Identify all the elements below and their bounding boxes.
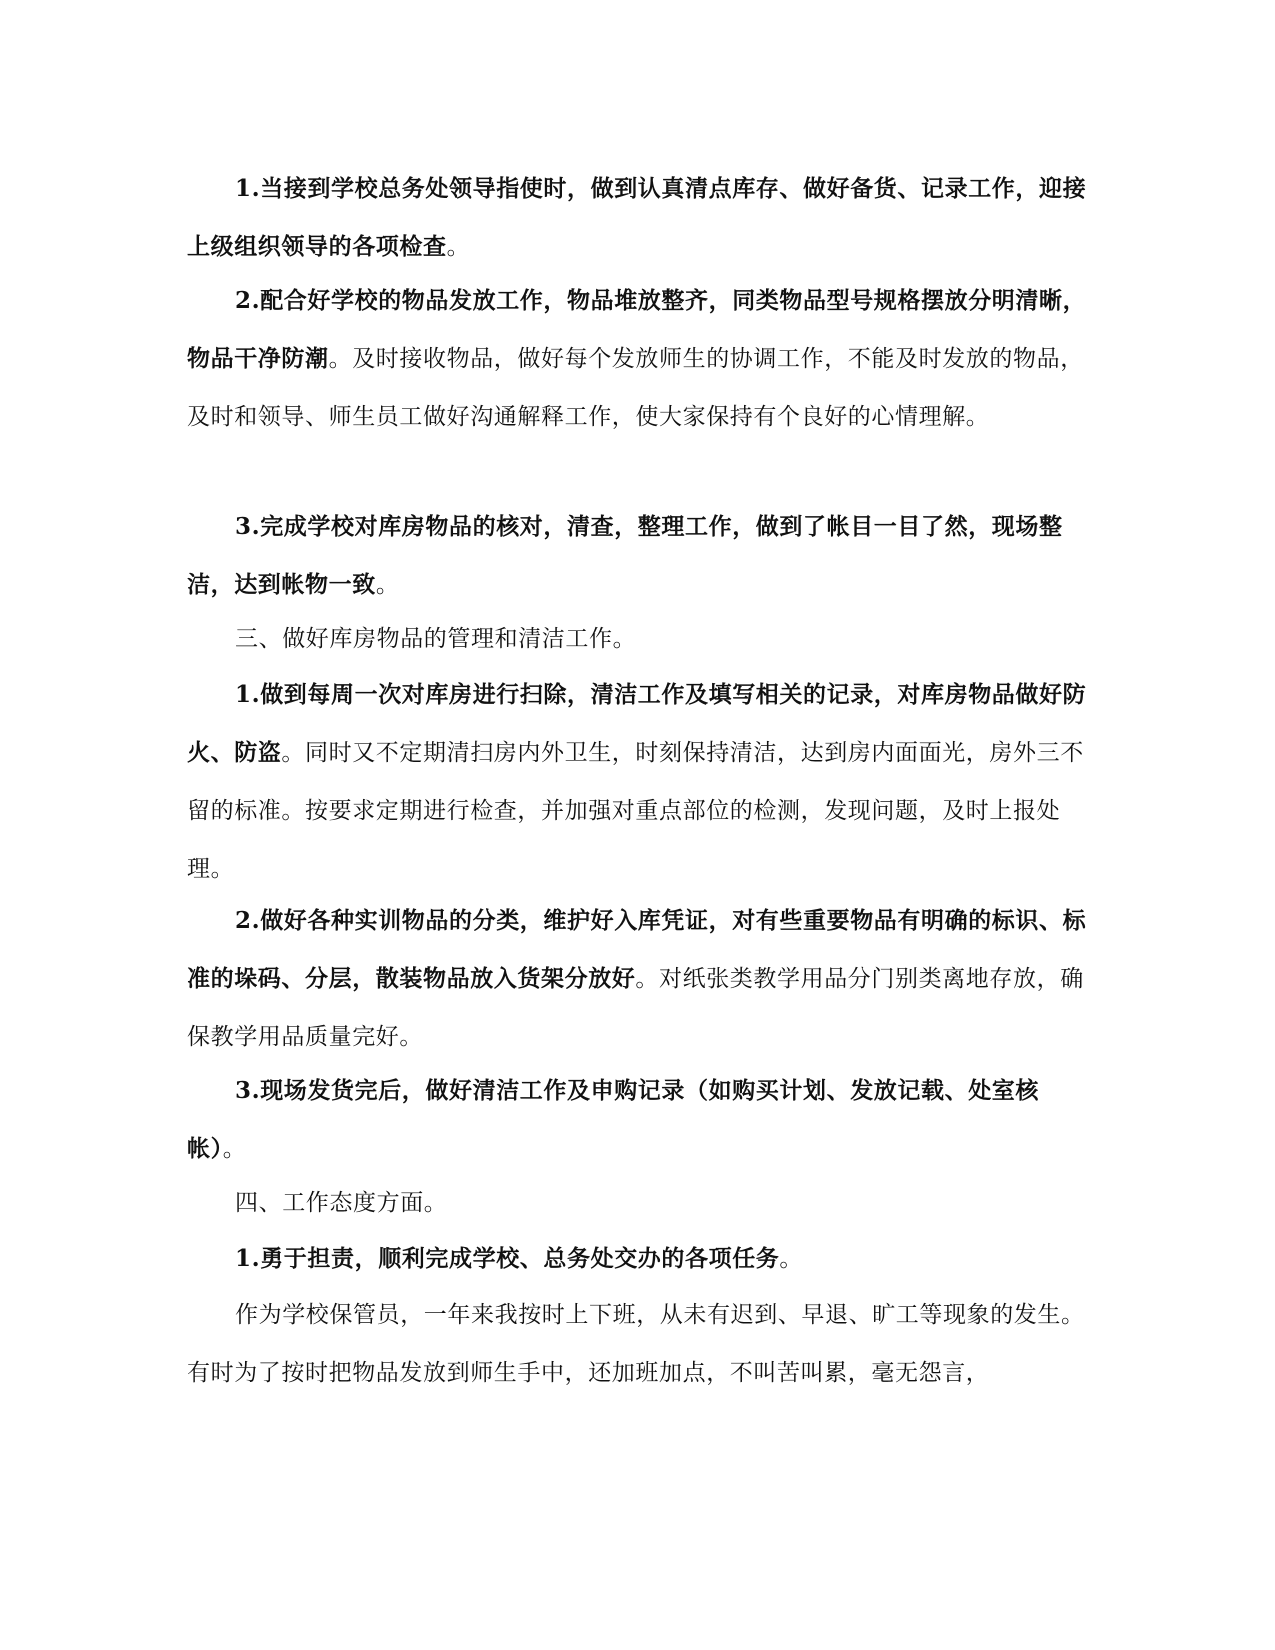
paragraph xyxy=(187,1062,1095,1178)
paragraph-text: 。 xyxy=(375,572,400,598)
section-heading xyxy=(187,610,1095,668)
paragraph-bold-text: 1.做到每周一次对库房进行扫除，清洁工作及填写相关的记录，对库房物品做好防火、防盗 xyxy=(187,681,1087,766)
paragraph-bold-text: 3.现场发货完后，做好清洁工作及申购记录（如购买计划、发放记载、处室核帐） xyxy=(187,1077,1040,1162)
paragraph-text: 四、工作态度方面。 xyxy=(235,1190,448,1216)
paragraph-text: 三、做好库房物品的管理和清洁工作。 xyxy=(235,626,637,652)
paragraph-text: 。同时又不定期清扫房内外卫生，时刻保持清洁，达到房内面面光，房外三不留的标准。按要求定期进行检查，并加强对重点部位的检测，发现问题，及时上报处理。 xyxy=(187,740,1084,882)
paragraph xyxy=(187,1230,1095,1288)
paragraph-text: 。 xyxy=(446,234,471,260)
paragraph-text: 作为学校保管员，一年来我按时上下班，从未有迟到、早退、旷工等现象的发生。有时为了按时把物品发放到师生手中，还加班加点，不叫苦叫累，毫无怨言， xyxy=(187,1302,1085,1386)
paragraph xyxy=(187,892,1095,1066)
paragraph-text: 。 xyxy=(222,1136,247,1162)
paragraph-bold-text: 1.勇于担责，顺利完成学校、总务处交办的各项任务 xyxy=(235,1245,780,1272)
paragraph-bold-text: 1.当接到学校总务处领导指使时，做到认真清点库存、做好备货、记录工作，迎接上级组织领导的各项检查 xyxy=(187,175,1087,260)
paragraph xyxy=(187,1286,1095,1402)
paragraph-bold-text: 2.配合好学校的物品发放工作，物品堆放整齐，同类物品型号规格摆放分明清晰，物品干净防潮 xyxy=(187,287,1087,372)
section-heading xyxy=(187,1174,1095,1232)
paragraph-bold-text: 3.完成学校对库房物品的核对，清查，整理工作，做到了帐目一目了然，现场整洁，达到帐物一致 xyxy=(187,513,1063,598)
paragraph-text: 。 xyxy=(779,1246,804,1272)
paragraph-text: 。及时接收物品，做好每个发放师生的协调工作，不能及时发放的物品，及时和领导、师生员工做好沟通解释工作，使大家保持有个良好的心情理解。 xyxy=(187,346,1084,430)
paragraph-text: 。对纸张类教学用品分门别类离地存放，确保教学用品质量完好。 xyxy=(187,966,1084,1050)
paragraph xyxy=(187,666,1095,898)
paragraph xyxy=(187,498,1095,614)
paragraph xyxy=(187,272,1095,446)
paragraph-bold-text: 2.做好各种实训物品的分类，维护好入库凭证，对有些重要物品有明确的标识、标准的垛码、分层，散装物品放入货架分放好 xyxy=(187,907,1087,992)
paragraph xyxy=(187,160,1095,276)
